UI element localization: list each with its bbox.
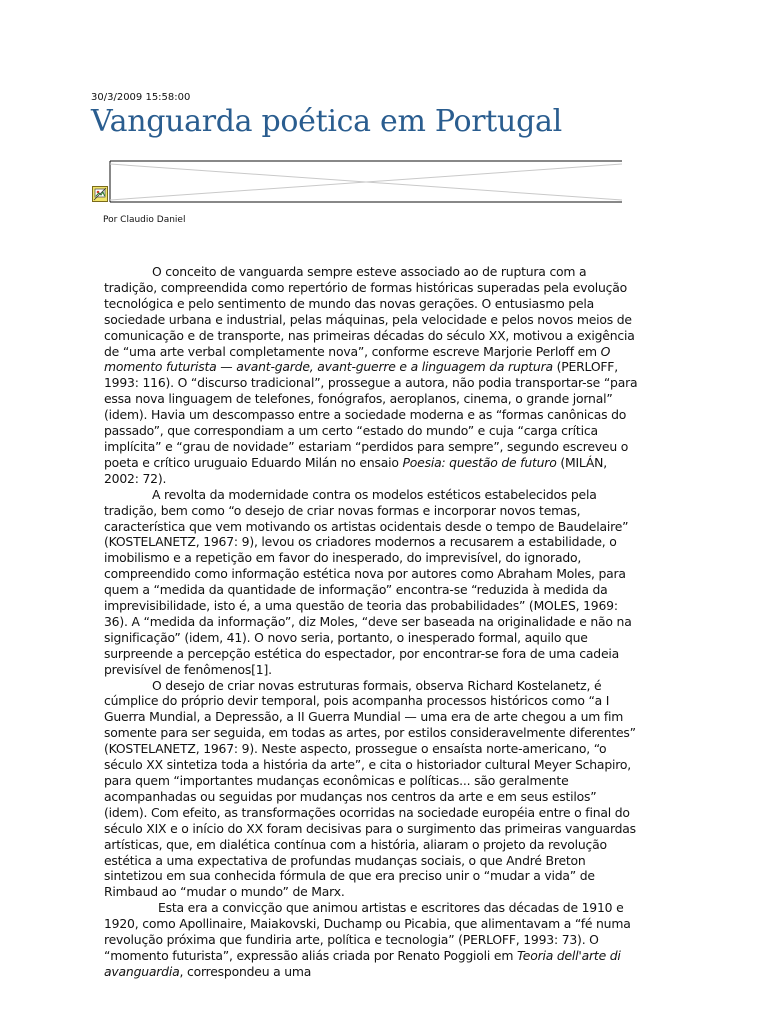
paragraph-text: O conceito de vanguarda sempre esteve associado ao de ruptura com a tradição, compreendida como repertório de formas históricas superadas pela evolução tecnológica e pelo sentimento de mundo das novas gerações. O entusiasmo pela sociedade urbana e industrial, pelas máquinas, pela velocidade e pelos novos meios de comunicação e de transporte, nas primeiras décadas do século XX, motivou a exigência de “uma arte verbal completamente nova”, conforme escreve Marjorie Perloff em: [104, 264, 635, 359]
paragraph-text: A revolta da modernidade contra os modelos estéticos estabelecidos pela tradição, bem como “o desejo de criar novas formas e incorporar novos temas, característica que vem motivando os artistas ocidentais desde o tempo de Baudelaire” (KOSTELANETZ, 1967: 9), levou os criadores modernos a recusarem a estabilidade, o imobilismo e a repetição em favor do inesperado, do imprevisível, do ignorado, compreendido como informação estética nova por autores como Abraham Moles, para quem a “medida da quantidade de informação” encontra-se “reduzida à medida da imprevisibilidade, isto é, a uma questão de teoria das probabilidades” (MOLES, 1969: 36). A “medida da informação”, diz Moles, “deve ser baseada na originalidade e não na significação” (idem, 41). O novo seria, portanto, o inesperado formal, aquilo que surpreende a percepção estética do espectador, por encontrar-se fora de uma cadeia previsível de fenômenos[1].: [104, 486, 632, 677]
article-paragraph: [104, 264, 640, 487]
work-title: Poesia: questão de futuro: [402, 454, 557, 470]
article-paragraph: [104, 487, 640, 678]
article-paragraph: [104, 900, 640, 980]
work-title: Teoria dell'arte di avanguardia: [104, 947, 621, 979]
work-title: O momento futurista — avant-garde, avant-guerre e a linguagem da ruptura: [104, 343, 611, 375]
byline: Por Claudio Daniel: [103, 215, 186, 225]
paragraph-text: , correspondeu a uma: [179, 963, 312, 979]
image-placeholder: [92, 160, 622, 203]
paragraph-text: Esta era a convicção que animou artistas e escritores das décadas de 1910 e 1920, como Apollinaire, Maiakovski, Duchamp ou Picabia, que alimentavam a “fé numa revolução próxima que fundiria arte, política e tecnologia” (PERLOFF, 1993: 73). O “momento futurista”, expressão aliás criada por Renato Poggioli em: [104, 900, 631, 963]
paragraph-text: (MILÁN, 2002: 72).: [104, 454, 607, 486]
article-paragraph: [104, 678, 640, 901]
post-timestamp: 30/3/2009 15:58:00: [91, 92, 191, 103]
image-frame: [92, 160, 622, 203]
article-body: [104, 264, 640, 980]
broken-image-icon: [92, 186, 108, 202]
paragraph-text: (PERLOFF, 1993: 116). O “discurso tradicional”, prossegue a autora, não podia transportar-se “para essa nova linguagem de telefones, fonógrafos, aeroplanos, cinema, o grande jornal” (idem). Havia um descompasso entre a sociedade moderna e as “formas canônicas do passado”, que correspondiam a um certo “estado do mundo” e cuja “carga crítica implícita” e “grau de novidade” estariam “perdidos para sempre”, segundo escreveu o poeta e crítico uruguaio Eduardo Milán no ensaio: [104, 359, 638, 470]
paragraph-text: O desejo de criar novas estruturas formais, observa Richard Kostelanetz, é cúmplice do próprio devir temporal, pois acompanha processos históricos como “a I Guerra Mundial, a Depressão, a II Guerra Mundial — uma era de arte chegou a um fim somente para ser seguida, em todas as artes, por estilos consideravelmente diferentes” (KOSTELANETZ, 1967: 9). Neste aspecto, prossegue o ensaísta norte-americano, “o século XX sintetiza toda a história da arte”, e cita o historiador cultural Meyer Schapiro, para quem “importantes mudanças econômicas e políticas... são geralmente acompanhadas ou seguidas por mudanças nos centros da arte e em seus estilos” (idem). Com efeito, as transformações ocorridas na sociedade européia entre o final do século XIX e o início do XX foram decisivas para o surgimento das primeiras vanguardas artísticas, que, em dialética contínua com a história, aliaram o projeto da revolução estética a uma expectativa de profundas mudanças sociais, o que André Breton sintetizou em sua conhecida fórmula de que era preciso unir o “mudar a vida” de Rimbaud ao “mudar o mundo” de Marx.: [104, 677, 636, 900]
article-title: Vanguarda poética em Portugal: [91, 104, 562, 139]
